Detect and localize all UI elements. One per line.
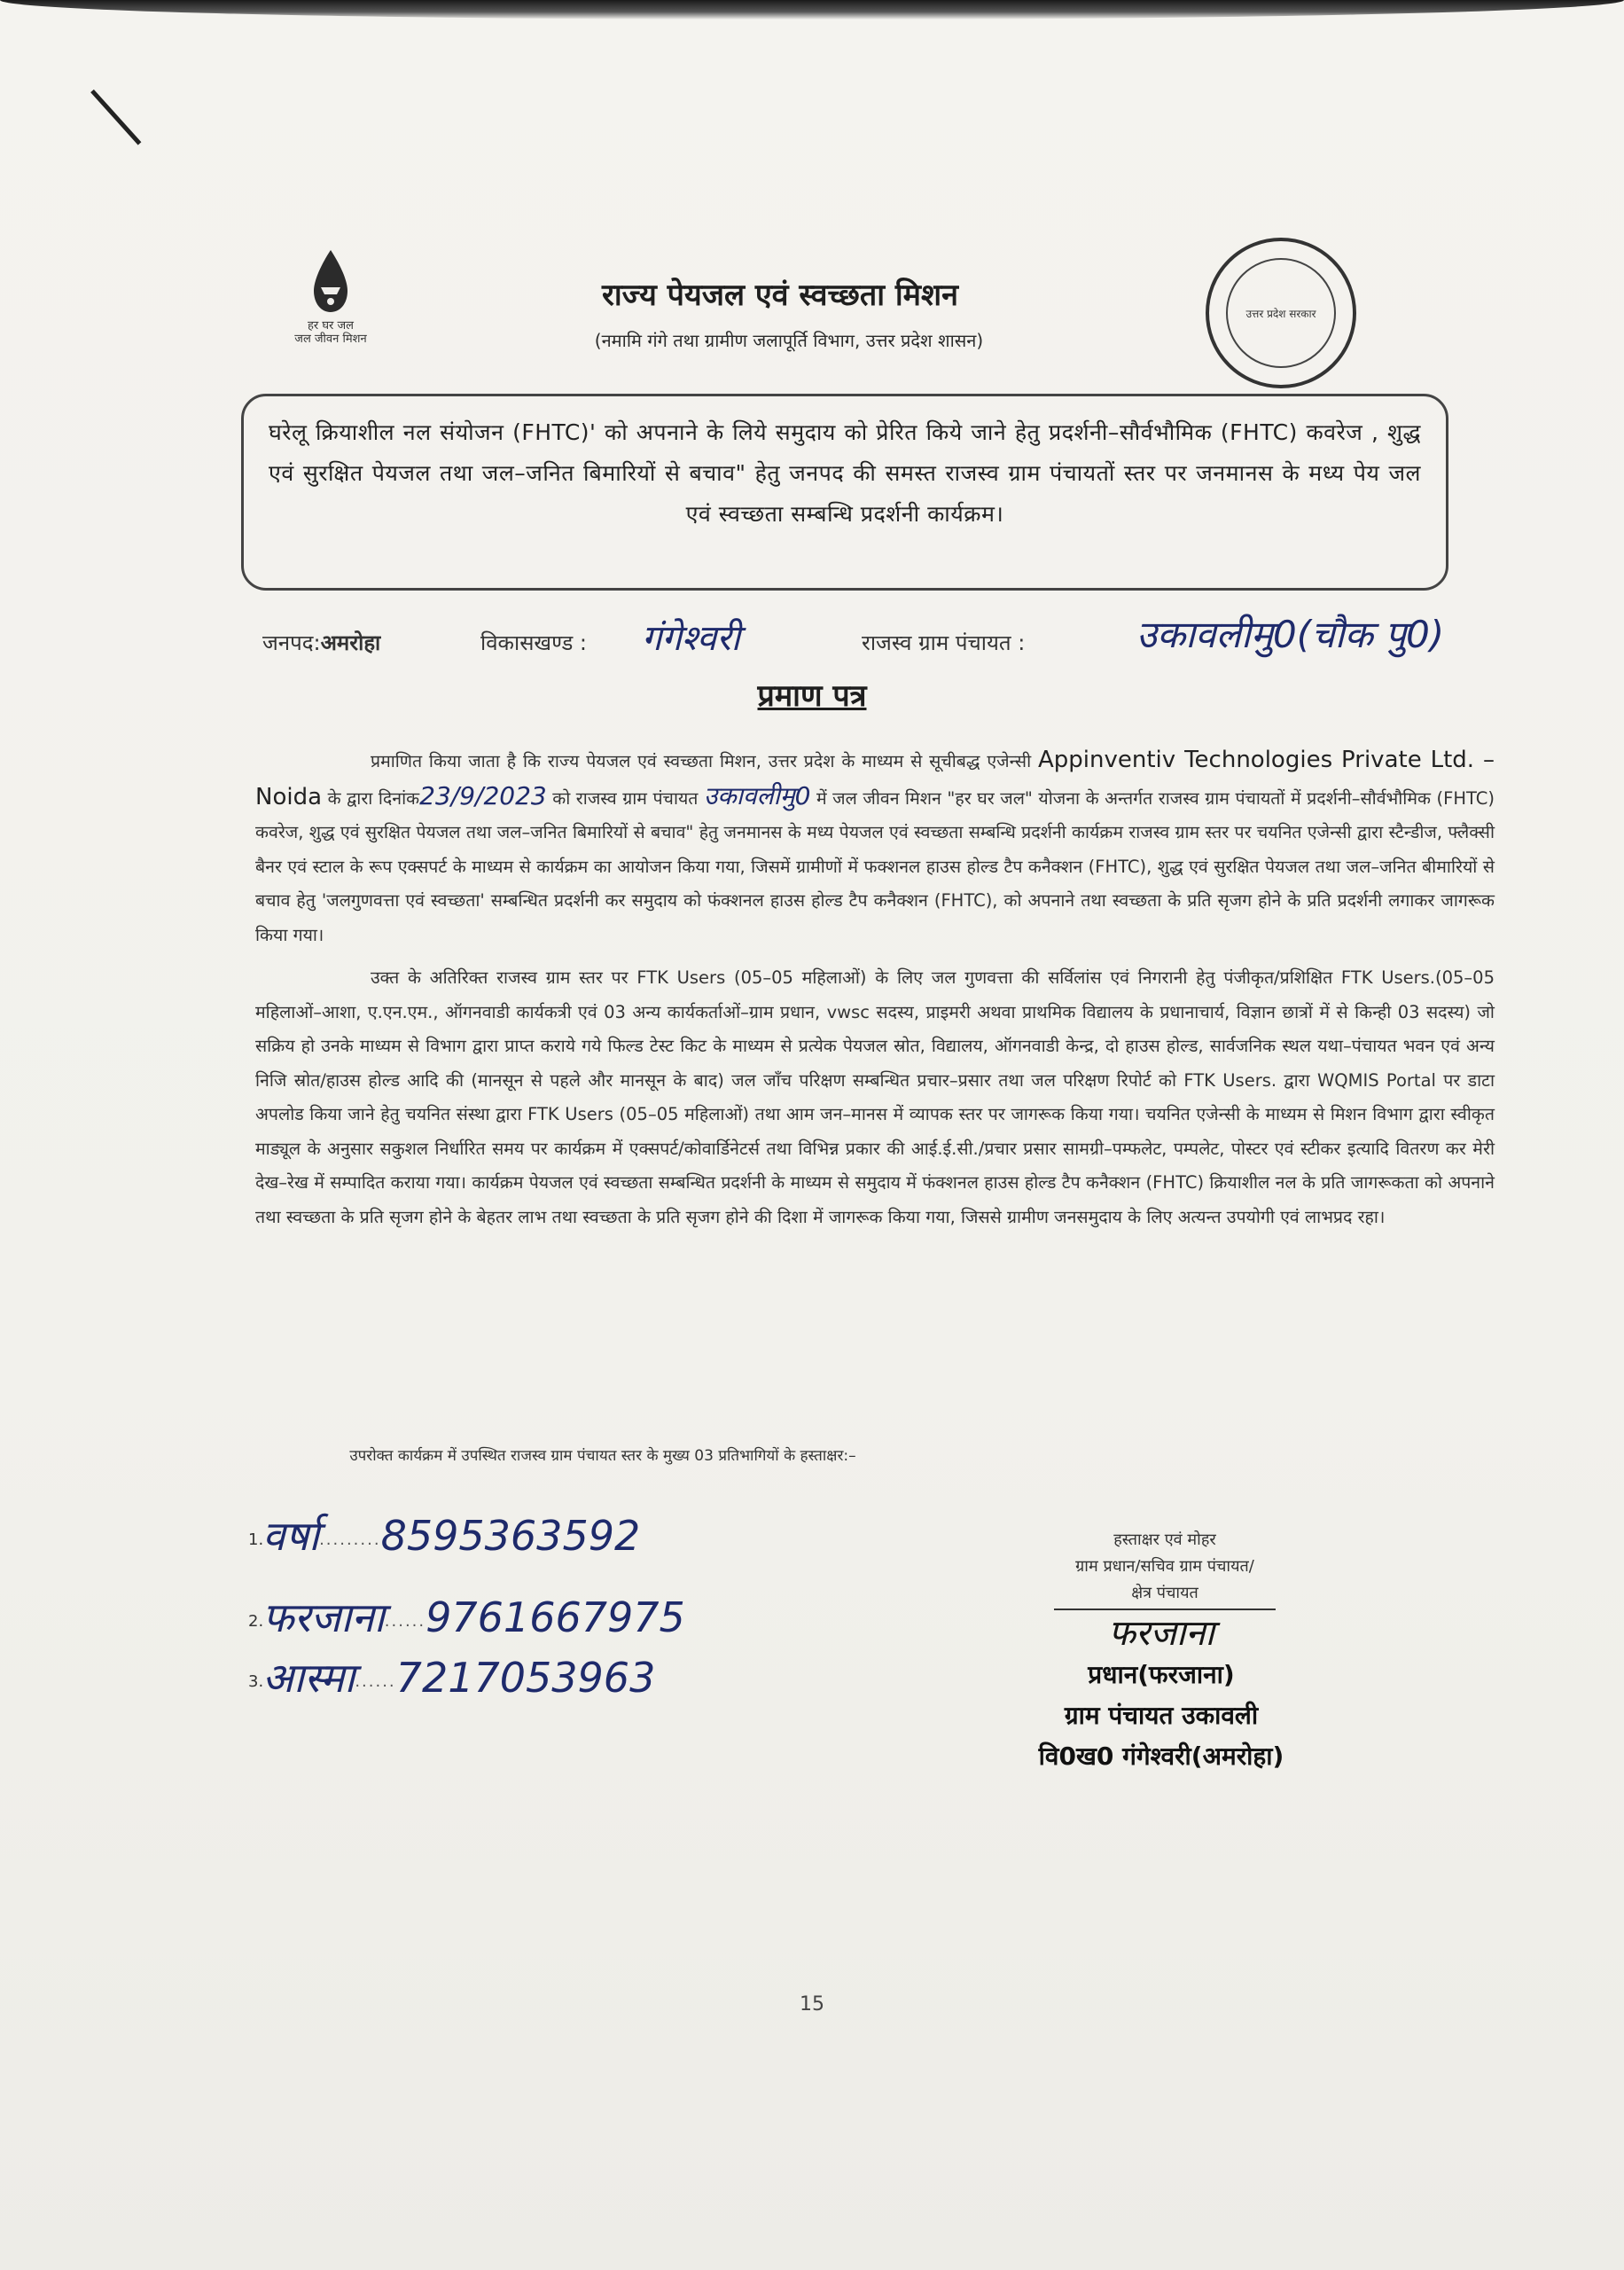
pen-mark bbox=[90, 90, 141, 145]
participant-phone: 8595363592 bbox=[380, 1512, 641, 1560]
stamp-line-1: प्रधान(फरजाना) bbox=[1088, 1660, 1235, 1689]
p1-text-b: के द्वारा दिनांक bbox=[327, 787, 420, 809]
village-name: उकावलीमु0 bbox=[703, 780, 811, 810]
p1-text-c: को राजस्व ग्राम पंचायत bbox=[552, 787, 699, 809]
block-value: गंगेश्वरी bbox=[642, 618, 740, 659]
stamp-line-3: वि0ख0 गंगेश्वरी(अमरोहा) bbox=[1038, 1742, 1284, 1771]
water-drop-icon bbox=[310, 248, 351, 314]
scan-top-shadow bbox=[0, 0, 1624, 20]
up-government-emblem bbox=[1206, 238, 1356, 388]
p1-text-d: में जल जीवन मिशन "हर घर जल" योजना के अन्तर्गत राजस्व ग्राम पंचायतों में प्रदर्शनी–सौर्वभौमिक (FHTC) कवरेज, शुद्ध एवं सुरक्षित पेयजल तथा जल–जनित बिमारियों से बचाव" हेतु जनमानस के मध्य पेयजल एवं स्वच्छता सम्बन्धि प्रदर्शनी कार्यक्रम राजस्व ग्राम स्तर पर चयनित एजेन्सी द्वारा स्टैन्डीज, फ्लैक्सी बैनर एवं स्टाल के रूप एक्सपर्ट के माध्यम से कार्यक्रम का आयोजन किया गया, जिसमें ग्रामीणों में फक्शनल हाउस होल्ड टैप कनैक्शन (FHTC), शुद्ध एवं सुरक्षित पेयजल तथा जल–जनित बीमारियों से बचाव हेतु 'जलगुणवत्ता एवं स्वच्छता' सम्बन्धित प्रदर्शनी कर समुदाय को फंक्शनल हाउस होल्ड टैप कनैक्शन (FHTC), को अपनाने तथा स्वच्छता के प्रति सृजग होने के प्रति प्रदर्शनी लगाकर जागरूक किया गया। bbox=[255, 787, 1495, 945]
page-number: 15 bbox=[800, 1993, 824, 2016]
signatory-block bbox=[996, 1527, 1333, 1610]
har-ghar-jal-logo bbox=[266, 248, 399, 381]
signatory-area: क्षेत्र पंचायत bbox=[1131, 1584, 1198, 1602]
signature-seal-label: हस्ताक्षर एवं मोहर bbox=[1113, 1530, 1216, 1549]
logo-caption: हर घर जल जल जीवन मिशन bbox=[294, 319, 367, 346]
participant-3: 3.आस्मा......7217053963 bbox=[248, 1654, 656, 1702]
participants-caption: उपरोक्त कार्यक्रम में उपस्थित राजस्व ग्राम पंचायत स्तर के मुख्य 03 प्रतिभागियों के हस्ताक्षर:– bbox=[349, 1447, 856, 1465]
pradhan-stamp bbox=[975, 1612, 1347, 1777]
program-date: 23/9/2023 bbox=[419, 780, 547, 810]
p1-text-a: प्रमाणित किया जाता है कि राज्य पेयजल एवं स्वच्छता मिशन, उत्तर प्रदेश के माध्यम से सूचीबद्ध एजेन्सी bbox=[371, 751, 1032, 771]
agency-name: Appinventiv Technologies Private Ltd. – Noida bbox=[255, 747, 1495, 810]
paragraph-2: उक्त के अतिरिक्त राजस्व ग्राम स्तर पर FTK Users (05–05 महिलाओं) के लिए जल गुणवत्ता की सर्विलांस एवं निगरानी हेतु पंजीकृत/प्रशिक्षित FTK Users.(05–05 महिलाओं–आशा, ए.एन.एम., ऑगनवाडी कार्यकत्री एवं 03 अन्य कार्यकर्ताओं–ग्राम प्रधान, vwsc सदस्य, प्राइमरी अथवा प्राथमिक विद्यालय के प्रधानाचार्य, विज्ञान छात्रों में से किन्ही 03 सदस्य) जो सक्रिय हो उनके माध्यम से विभाग द्वारा प्राप्त कराये गये फिल्ड टेस्ट किट के माध्यम से प्रत्येक पेयजल स्रोत, विद्यालय, ऑगनवाडी केन्द्र, दो हाउस होल्ड, सार्वजनिक स्थल यथा–पंचायत भवन एवं अन्य निजि स्रोत/हाउस होल्ड आदि की (मानसून से पहले और मानसून के बाद) जल जाँच परिक्षण सम्बन्धित प्रचार–प्रसार तथा जल परिक्षण रिपोर्ट को FTK Users. द्वारा WQMIS Portal पर डाटा अपलोड किया जाने हेतु चयनित संस्था द्वारा FTK Users (05–05 महिलाओं) तथा आम जन–मानस में व्यापक स्तर पर जागरूक किया गया। चयनित एजेन्सी के माध्यम से मिशन विभाग द्वारा स्वीकृत माड्यूल के अनुसार सकुशल निर्धारित समय पर कार्यक्रम में एक्सपर्ट/कोवार्डिनेटर्स तथा विभिन्न प्रकार की आई.ई.सी./प्रचार प्रसार सामग्री–पम्फलेट, पम्पलेट, पोस्टर एवं स्टीकर इत्यादि वितरण कर मेरी देख–रेख में सम्पादित कराया गया। कार्यक्रम पेयजल एवं स्वच्छता सम्बन्धित प्रदर्शनी के माध्यम से समुदाय में फंक्शनल हाउस होल्ड टैप कनैक्शन (FHTC) क्रियाशील नल के प्रति जागरूकता को अपनाने तथा स्वच्छता के प्रति सृजग होने के बेहतर लाभ तथा स्वच्छता के प्रति सृजग होने की दिशा में जागरूक किया गया, जिससे ग्रामीण जनसमुदाय के लिए अत्यन्त उपयोगी एवं लाभप्रद रहा। bbox=[255, 967, 1495, 1227]
department-subtitle: (नमामि गंगे तथा ग्रामीण जलापूर्ति विभाग, उत्तर प्रदेश शासन) bbox=[594, 330, 984, 351]
program-description: घरेलू क्रियाशील नल संयोजन (FHTC)' को अपनाने के लिये समुदाय को प्रेरित किये जाने हेतु प्रदर्शनी–सौर्वभौमिक (FHTC) कवरेज , शुद्ध एवं सुरक्षित पेयजल तथा जल–जनित बिमारियों से बचाव" हेतु जनपद की समस्त राजस्व ग्राम पंचायतों स्तर पर जनमानस के मध्य पेय जल एवं स्वच्छता सम्बन्धि प्रदर्शनी कार्यक्रम। bbox=[269, 419, 1421, 527]
participant-name: फरजाना bbox=[262, 1593, 385, 1641]
emblem-text: उत्तर प्रदेश सरकार bbox=[1226, 258, 1336, 368]
signatory-designation: ग्राम प्रधान/सचिव ग्राम पंचायत/ bbox=[1075, 1557, 1254, 1576]
block-label: विकासखण्ड : bbox=[480, 630, 588, 655]
participant-number: 1. bbox=[248, 1530, 264, 1549]
participant-number: 3. bbox=[248, 1672, 264, 1691]
panchayat-value: उकावलीमु0(चौक पु0) bbox=[1136, 613, 1445, 656]
program-description-box bbox=[241, 394, 1448, 591]
participant-number: 2. bbox=[248, 1612, 264, 1631]
participant-name: आस्मा bbox=[262, 1654, 355, 1702]
participant-phone: 9761667975 bbox=[426, 1593, 685, 1641]
participant-1: 1.वर्षा.........8595363592 bbox=[248, 1512, 641, 1560]
paragraph-1 bbox=[255, 743, 1495, 952]
mission-title: राज्य पेयजल एवं स्वच्छता मिशन bbox=[601, 278, 959, 313]
location-line bbox=[262, 612, 1565, 665]
district-value: अमरोहा bbox=[320, 630, 381, 655]
panchayat-label: राजस्व ग्राम पंचायत : bbox=[862, 630, 1026, 655]
participant-2: 2.फरजाना......9761667975 bbox=[248, 1593, 685, 1641]
district-label: जनपद: bbox=[262, 630, 321, 655]
participant-phone: 7217053963 bbox=[395, 1654, 656, 1702]
signature-rule bbox=[1054, 1609, 1276, 1610]
pradhan-signature: फरजाना bbox=[1108, 1613, 1214, 1654]
certificate-body bbox=[255, 743, 1495, 1234]
stamp-line-2: ग्राम पंचायत उकावली bbox=[1064, 1701, 1259, 1730]
participant-name: वर्षा bbox=[262, 1512, 320, 1560]
certificate-title: प्रमाण पत्र bbox=[757, 678, 867, 714]
